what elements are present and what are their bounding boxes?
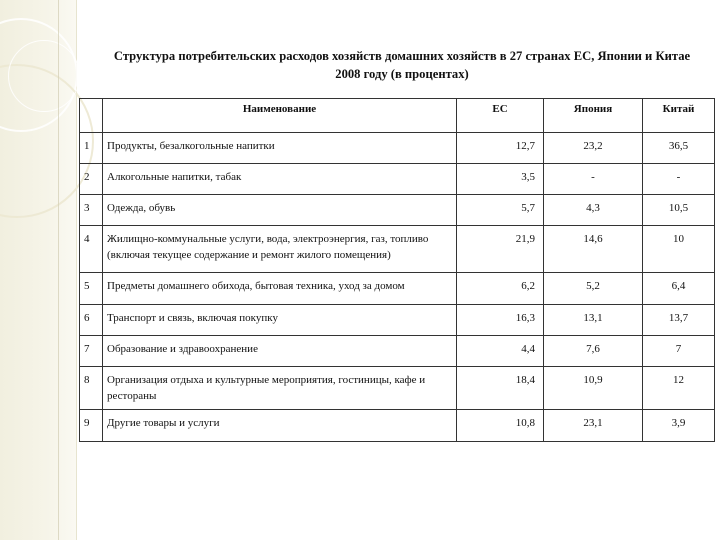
header-china: Китай xyxy=(643,99,715,133)
row-name: Жилищно-коммунальные услуги, вода, электроэнергия, газ, топливо (включая текущее содержание и ремонт жилого помещения) xyxy=(103,226,457,273)
row-number: 8 xyxy=(80,367,103,410)
row-japan-value: 7,6 xyxy=(544,336,643,367)
row-ec-value: 6,2 xyxy=(457,273,544,305)
table-row xyxy=(80,305,715,336)
header-ec: ЕС xyxy=(457,99,544,133)
row-number: 7 xyxy=(80,336,103,367)
table-row xyxy=(80,410,715,442)
row-ec-value: 10,8 xyxy=(457,410,544,442)
table-row xyxy=(80,195,715,226)
row-japan-value: 14,6 xyxy=(544,226,643,273)
row-ec-value: 16,3 xyxy=(457,305,544,336)
row-china-value: 10 xyxy=(643,226,715,273)
row-ec-value: 3,5 xyxy=(457,164,544,195)
row-name: Одежда, обувь xyxy=(103,195,457,226)
header-japan: Япония xyxy=(544,99,643,133)
row-name: Образование и здравоохранение xyxy=(103,336,457,367)
row-japan-value: 23,1 xyxy=(544,410,643,442)
table-row xyxy=(80,367,715,410)
header-number xyxy=(80,99,103,133)
row-japan-value: 10,9 xyxy=(544,367,643,410)
row-china-value: 12 xyxy=(643,367,715,410)
decorative-ring xyxy=(8,40,80,112)
row-number: 5 xyxy=(80,273,103,305)
row-ec-value: 21,9 xyxy=(457,226,544,273)
row-ec-value: 4,4 xyxy=(457,336,544,367)
row-name: Продукты, безалкогольные напитки xyxy=(103,133,457,164)
row-japan-value: 4,3 xyxy=(544,195,643,226)
row-name: Транспорт и связь, включая покупку xyxy=(103,305,457,336)
row-china-value: 13,7 xyxy=(643,305,715,336)
row-number: 2 xyxy=(80,164,103,195)
row-name: Другие товары и услуги xyxy=(103,410,457,442)
row-ec-value: 5,7 xyxy=(457,195,544,226)
title-line-2: 2008 году (в процентах) xyxy=(335,67,469,81)
header-name: Наименование xyxy=(103,99,457,133)
row-number: 4 xyxy=(80,226,103,273)
decorative-line xyxy=(58,0,59,540)
table-row xyxy=(80,164,715,195)
row-name: Алкогольные напитки, табак xyxy=(103,164,457,195)
table-row xyxy=(80,336,715,367)
row-china-value: 36,5 xyxy=(643,133,715,164)
row-number: 3 xyxy=(80,195,103,226)
page-title xyxy=(82,47,720,83)
row-number: 9 xyxy=(80,410,103,442)
row-ec-value: 18,4 xyxy=(457,367,544,410)
row-china-value: - xyxy=(643,164,715,195)
row-number: 6 xyxy=(80,305,103,336)
row-japan-value: - xyxy=(544,164,643,195)
table-row xyxy=(80,226,715,273)
table-row xyxy=(80,133,715,164)
row-japan-value: 23,2 xyxy=(544,133,643,164)
row-china-value: 7 xyxy=(643,336,715,367)
row-number: 1 xyxy=(80,133,103,164)
table-row xyxy=(80,273,715,305)
row-ec-value: 12,7 xyxy=(457,133,544,164)
row-japan-value: 5,2 xyxy=(544,273,643,305)
row-china-value: 3,9 xyxy=(643,410,715,442)
expenditure-table xyxy=(79,98,715,442)
decorative-side-band xyxy=(0,0,77,540)
title-line-1: Структура потребительских расходов хозяйств домашних хозяйств в 27 странах ЕС, Японии и Китае xyxy=(113,49,691,63)
row-name: Организация отдыха и культурные мероприятия, гостиницы, кафе и рестораны xyxy=(103,367,457,410)
row-china-value: 6,4 xyxy=(643,273,715,305)
row-japan-value: 13,1 xyxy=(544,305,643,336)
table-header-row xyxy=(80,99,715,133)
row-name: Предметы домашнего обихода, бытовая техника, уход за домом xyxy=(103,273,457,305)
row-china-value: 10,5 xyxy=(643,195,715,226)
